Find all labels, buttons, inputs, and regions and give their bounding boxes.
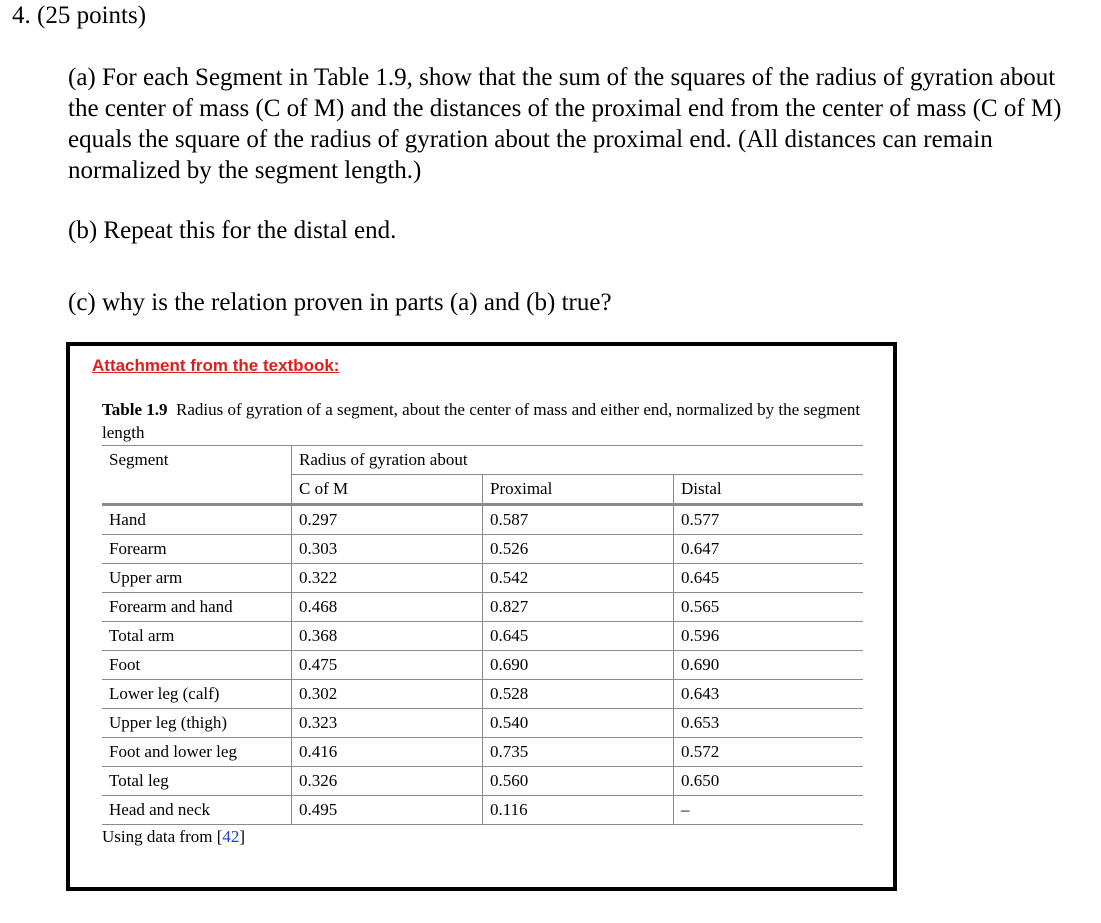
- proximal-cell: 0.645: [483, 622, 674, 651]
- header-radius-group: Radius of gyration about: [292, 446, 864, 475]
- table-row: [102, 593, 863, 622]
- segment-cell: Forearm and hand: [102, 593, 292, 622]
- table-row: [102, 651, 863, 680]
- distal-cell: 0.565: [674, 593, 864, 622]
- segment-cell: Foot: [102, 651, 292, 680]
- com-cell: 0.322: [292, 564, 483, 593]
- distal-cell: 0.650: [674, 767, 864, 796]
- com-cell: 0.495: [292, 796, 483, 825]
- table-row: [102, 796, 863, 825]
- segment-cell: Hand: [102, 505, 292, 535]
- distal-cell: 0.572: [674, 738, 864, 767]
- table-row: [102, 535, 863, 564]
- distal-cell: 0.643: [674, 680, 864, 709]
- proximal-cell: 0.827: [483, 593, 674, 622]
- com-cell: 0.302: [292, 680, 483, 709]
- distal-cell: 0.645: [674, 564, 864, 593]
- com-cell: 0.323: [292, 709, 483, 738]
- header-com: C of M: [292, 475, 483, 505]
- header-segment: Segment: [102, 446, 292, 475]
- part-c-text: (c) why is the relation proven in parts (a) and (b) true?: [68, 289, 612, 316]
- table-row: [102, 680, 863, 709]
- proximal-cell: 0.528: [483, 680, 674, 709]
- distal-cell: 0.690: [674, 651, 864, 680]
- header-distal: Distal: [674, 475, 864, 505]
- part-b-text: (b) Repeat this for the distal end.: [68, 217, 397, 244]
- segment-cell: Total leg: [102, 767, 292, 796]
- distal-cell: 0.653: [674, 709, 864, 738]
- proximal-cell: 0.526: [483, 535, 674, 564]
- radius-gyration-table: [102, 445, 863, 825]
- segment-cell: Lower leg (calf): [102, 680, 292, 709]
- segment-cell: Forearm: [102, 535, 292, 564]
- segment-cell: Head and neck: [102, 796, 292, 825]
- distal-cell: 0.577: [674, 505, 864, 535]
- com-cell: 0.475: [292, 651, 483, 680]
- header-proximal: Proximal: [483, 475, 674, 505]
- com-cell: 0.368: [292, 622, 483, 651]
- proximal-cell: 0.560: [483, 767, 674, 796]
- table-row: [102, 738, 863, 767]
- com-cell: 0.303: [292, 535, 483, 564]
- proximal-cell: 0.540: [483, 709, 674, 738]
- table-source: [102, 827, 245, 847]
- segment-cell: Upper leg (thigh): [102, 709, 292, 738]
- problem-heading: 4. (25 points): [12, 2, 147, 29]
- table-caption-label: Table 1.9: [102, 400, 168, 419]
- part-a-text: (a) For each Segment in Table 1.9, show that the sum of the squares of the radius of gyration about the center of mass (C of M) and the distances of the proximal end from the center of mass (C of M) equals the square of the radius of gyration about the proximal end. (All distances can remain normalized by the segment length.): [68, 64, 1062, 184]
- table-source-ref: 42: [222, 827, 240, 846]
- table-source-text: Using data from [: [102, 827, 223, 846]
- table-row: [102, 622, 863, 651]
- table-row: [102, 505, 863, 535]
- proximal-cell: 0.690: [483, 651, 674, 680]
- proximal-cell: 0.542: [483, 564, 674, 593]
- com-cell: 0.416: [292, 738, 483, 767]
- table-caption-text: Radius of gyration of a segment, about the center of mass and either end, normalized by the segment length: [102, 400, 861, 442]
- segment-cell: Total arm: [102, 622, 292, 651]
- proximal-cell: 0.735: [483, 738, 674, 767]
- proximal-cell: 0.116: [483, 796, 674, 825]
- distal-cell: –: [674, 796, 864, 825]
- segment-cell: Upper arm: [102, 564, 292, 593]
- segment-cell: Foot and lower leg: [102, 738, 292, 767]
- proximal-cell: 0.587: [483, 505, 674, 535]
- table-row: [102, 709, 863, 738]
- table-caption: [102, 398, 872, 444]
- com-cell: 0.468: [292, 593, 483, 622]
- com-cell: 0.326: [292, 767, 483, 796]
- com-cell: 0.297: [292, 505, 483, 535]
- table-row: [102, 564, 863, 593]
- distal-cell: 0.596: [674, 622, 864, 651]
- table-row: [102, 767, 863, 796]
- attachment-title: Attachment from the textbook:: [92, 356, 340, 375]
- attachment-box: [66, 342, 897, 891]
- table-source-end: ]: [239, 827, 246, 846]
- header-segment-spacer: [102, 475, 292, 505]
- distal-cell: 0.647: [674, 535, 864, 564]
